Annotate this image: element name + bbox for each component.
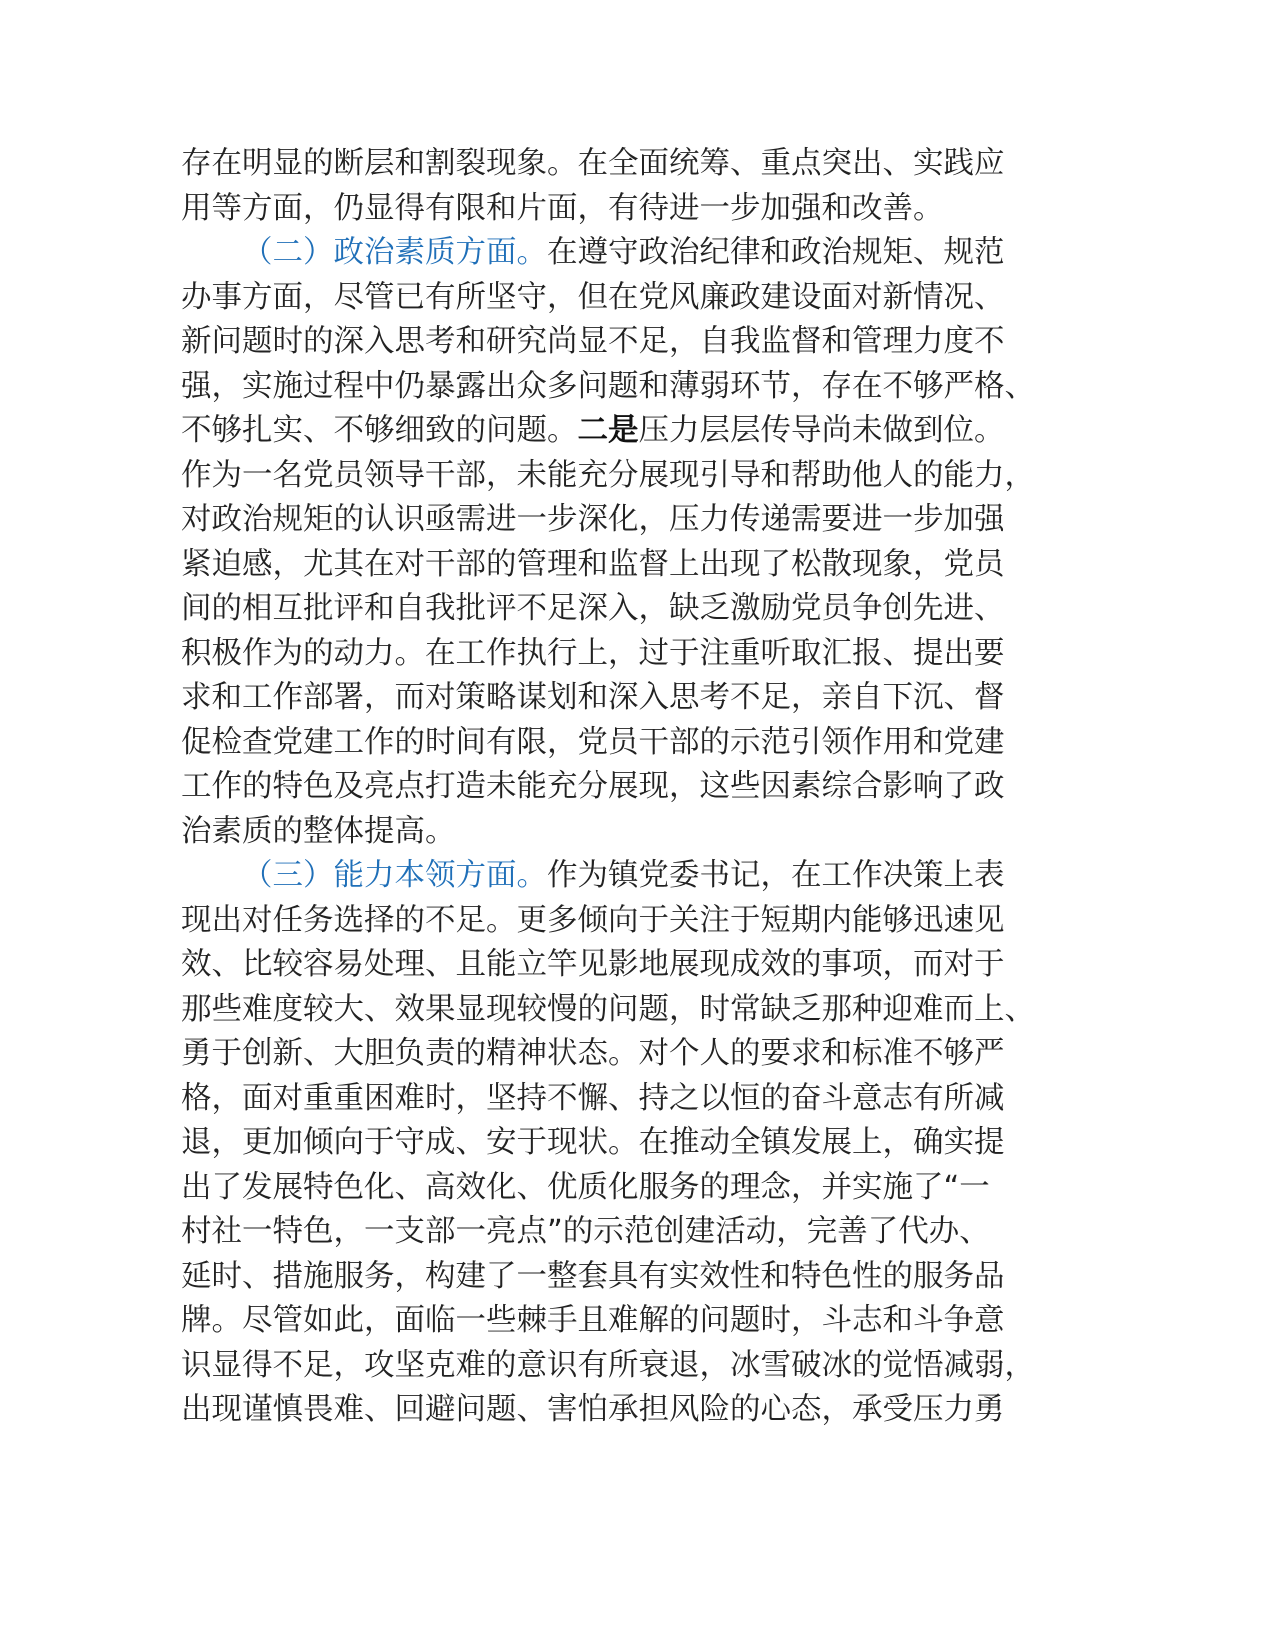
text-run: 在遵守政治纪律和政治规矩、规范: [547, 235, 1005, 270]
text-line: 求和工作部署，而对策略谋划和深入思考不足，亲自下沉、督: [181, 680, 1005, 715]
text-line: 作为一名党员领导干部，未能充分展现引导和帮助他人的能力，: [181, 457, 1035, 493]
text-line: 治素质的整体提高。: [181, 813, 456, 849]
text-line: 识显得不足，攻坚克难的意识有所衰退，冰雪破冰的觉悟减弱，: [181, 1347, 1035, 1383]
text-run: 压力层层传导尚未做到位。: [638, 413, 1005, 448]
text-line: 出现谨慎畏难、回避问题、害怕承担风险的心态，承受压力勇: [181, 1392, 1005, 1427]
text-line: 对政治规矩的认识亟需进一步深化，压力传递需要进一步加强: [181, 502, 1005, 537]
text-line: 效、比较容易处理、且能立竿见影地展现成效的事项，而对于: [181, 947, 1005, 982]
section-heading-line: [181, 854, 1061, 899]
text-line: 勇于创新、大胆负责的精神状态。对个人的要求和标准不够严: [181, 1036, 1005, 1071]
section-heading-line: [181, 231, 1061, 276]
text-line: 用等方面，仍显得有限和片面，有待进一步加强和改善。: [181, 190, 944, 226]
text-line: 格，面对重重困难时，坚持不懈、持之以恒的奋斗意志有所减: [181, 1080, 1005, 1116]
text-line: 那些难度较大、效果显现较慢的问题，时常缺乏那种迎难而上、: [181, 991, 1035, 1027]
section-heading-ability: （三）能力本领方面。: [242, 858, 547, 893]
text-line: 积极作为的动力。在工作执行上，过于注重听取汇报、提出要: [181, 635, 1005, 671]
text-line: 促检查党建工作的时间有限，党员干部的示范引领作用和党建: [181, 724, 1005, 760]
text-run: 作为镇党委书记，在工作决策上表: [547, 858, 1005, 893]
text-line: 退，更加倾向于守成、安于现状。在推动全镇发展上，确实提: [181, 1125, 1005, 1160]
document-body: [181, 142, 1061, 1433]
text-line: 间的相互批评和自我批评不足深入，缺乏激励党员争创先进、: [181, 591, 1005, 626]
section-heading-political-quality: （二）政治素质方面。: [242, 235, 547, 270]
text-line: 村社一特色，一支部一亮点”的示范创建活动，完善了代办、: [181, 1214, 990, 1249]
text-line: 延时、措施服务，构建了一整套具有实效性和特色性的服务品: [181, 1258, 1005, 1294]
bold-emphasis: 二是: [577, 413, 639, 448]
text-run: 不够扎实、不够细致的问题。: [181, 413, 578, 448]
text-line: 新问题时的深入思考和研究尚显不足，自我监督和管理力度不: [181, 324, 1005, 359]
text-line: [181, 409, 1061, 454]
text-line: 现出对任务选择的不足。更多倾向于关注于短期内能够迅速见: [181, 902, 1005, 938]
text-line: 办事方面，尽管已有所坚守，但在党风廉政建设面对新情况、: [181, 279, 1005, 315]
text-line: 牌。尽管如此，面临一些棘手且难解的问题时，斗志和斗争意: [181, 1303, 1005, 1338]
text-line: 强，实施过程中仍暴露出众多问题和薄弱环节，存在不够严格、: [181, 368, 1035, 404]
text-line: 存在明显的断层和割裂现象。在全面统筹、重点突出、实践应: [181, 146, 1005, 181]
text-line: 出了发展特色化、高效化、优质化服务的理念，并实施了“一: [181, 1169, 990, 1205]
text-line: 工作的特色及亮点打造未能充分展现，这些因素综合影响了政: [181, 769, 1005, 804]
text-line: 紧迫感，尤其在对干部的管理和监督上出现了松散现象，党员: [181, 546, 1005, 582]
